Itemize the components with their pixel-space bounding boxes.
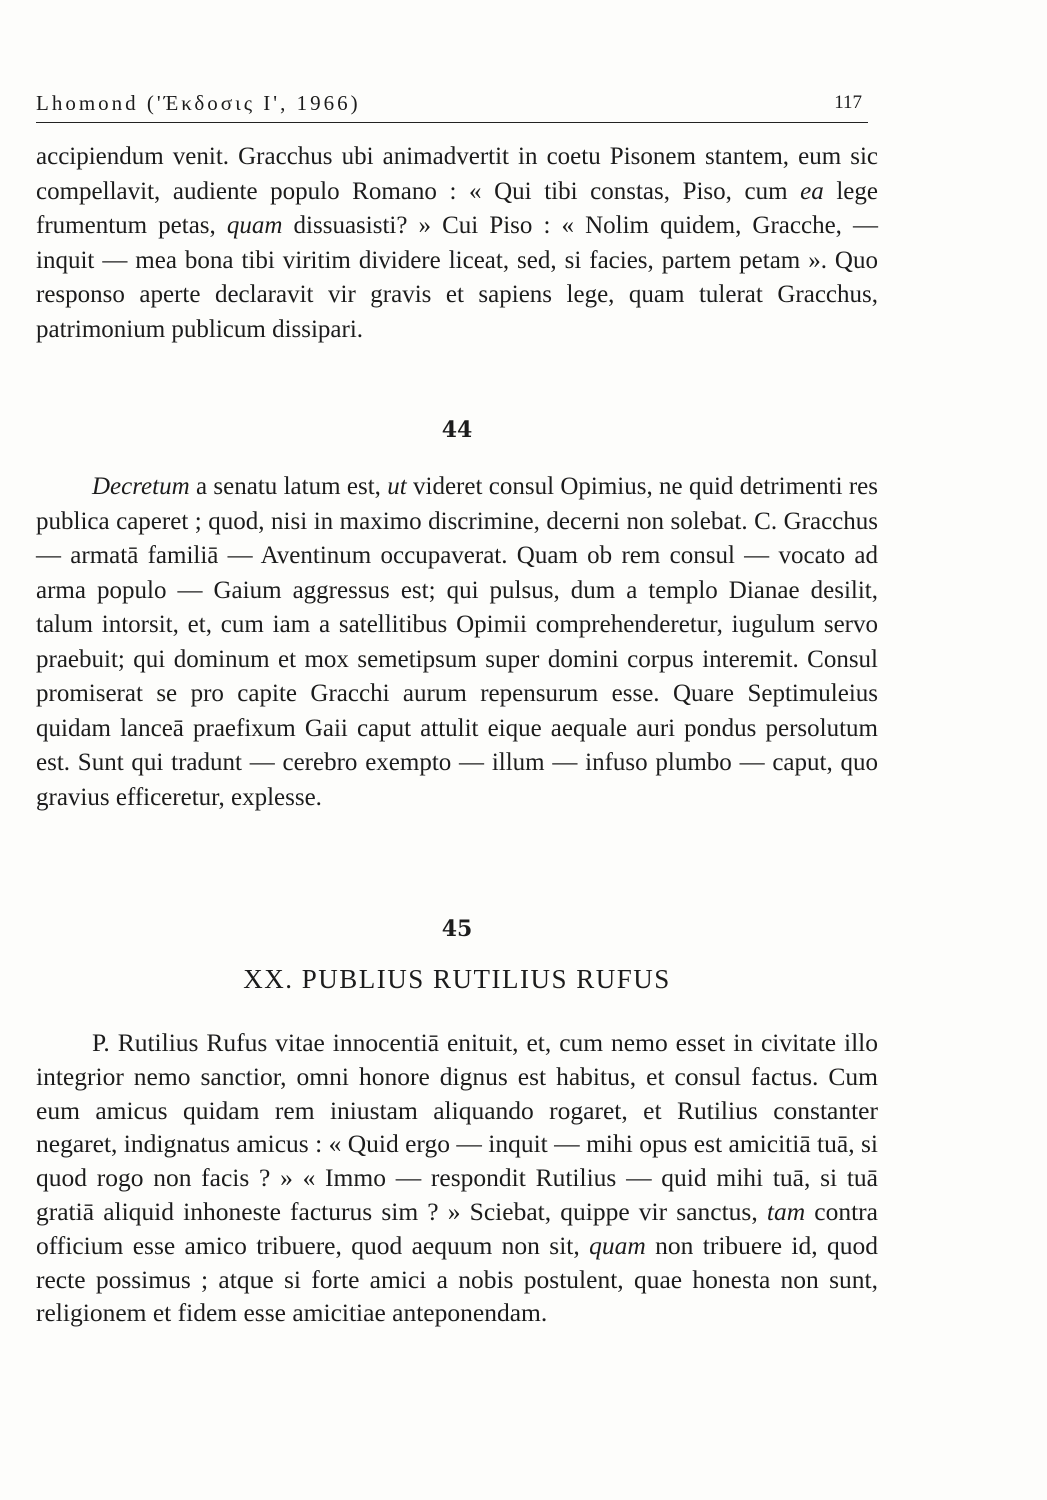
paragraph	[36, 470, 878, 815]
italic-word: ea	[800, 177, 824, 205]
text: dissuasisti? » Cui Piso : « Nolim quidem, Gracche, — inquit — mea bona tibi viritim dividere liceat, sed, si facies, partem petam ». Quo responso aperte declaravit vir gravis et sapiens lege, quam tulerat Gracchus, patrimonium publicum dissipari.	[36, 212, 879, 343]
header-source: Lhomond ('Έκδοσις Ι', 1966)	[36, 91, 361, 115]
section-number-45: 45	[441, 916, 473, 942]
text: videret consul Opimius, ne quid detrimenti res publica caperet ; quod, nisi in maximo discrimine, decerni non solebat. C. Gracchus — armatā familiā — Aventinum occupaverat. Quam ob rem consul — vocato ad arma populo — Gaium aggressus est; qui pulsus, dum a templo Dianae desilit, talum intorsit, et, cum iam a satellitibus Opimii comprehenderetur, iugulum servo praebuit; qui dominum et mox semetipsum super domini corpus interemit. Consul promiserat se pro capite Gracchi aurum repensurum esse. Quare Septimuleius quidam lanceā praefixum Gaii caput attulit eique aequale auri pondus persolutum est. Sunt qui tradunt — cerebro exempto — illum — infuso plumbo — caput, quo gravius efficeretur, explesse.	[36, 473, 878, 811]
text: lege frumentum petas,	[36, 177, 878, 239]
text: P. Rutilius Rufus vitae innocentiā enituit, et, cum nemo esset in civitate illo integrior nemo sanctior, omni honore dignus est habitus, et consul factus. Cum eum amicus quidam rem iniustam aliquando rogaret, et Rutilius constanter negaret, indignatus amicus : « Quid ergo — inquit — mihi opus est amicitiā tuā, si quod rogo non facis ? » « Immo — respondit Rutilius — quid mihi tuā, si tuā gratiā aliquid inhoneste facturus sim ? » Sciebat, quippe vir sanctus,	[36, 1028, 878, 1226]
italic-word: tam	[766, 1196, 806, 1226]
paragraph	[36, 140, 878, 347]
text: non tribuere id, quod recte possimus ; atque si forte amici a nobis postulent, quae honesta non sunt, religionem et fidem esse amicitiae anteponendam.	[36, 1230, 878, 1328]
italic-word: ut	[387, 473, 407, 500]
italic-word: quam	[589, 1230, 646, 1260]
page-number: 117	[834, 92, 862, 113]
paragraph	[36, 1026, 878, 1330]
text: contra officium esse amico tribuere, quod aequum non sit,	[36, 1196, 878, 1260]
section-45	[36, 1026, 878, 1330]
chapter-heading: XX. PUBLIUS RUTILIUS RUFUS	[243, 964, 671, 994]
text: accipiendum venit. Gracchus ubi animadvertit in coetu Pisonem stantem, eum sic compellavit, audiente populo Romano : « Qui tibi constas, Piso, cum	[36, 143, 878, 205]
italic-word: quam	[226, 212, 283, 239]
running-header	[36, 82, 868, 123]
section-44	[36, 470, 878, 815]
italic-word: Decretum	[92, 473, 190, 500]
section-43-end	[36, 140, 878, 347]
section-number-44: 44	[441, 417, 473, 443]
text: a senatu latum est,	[189, 473, 388, 500]
